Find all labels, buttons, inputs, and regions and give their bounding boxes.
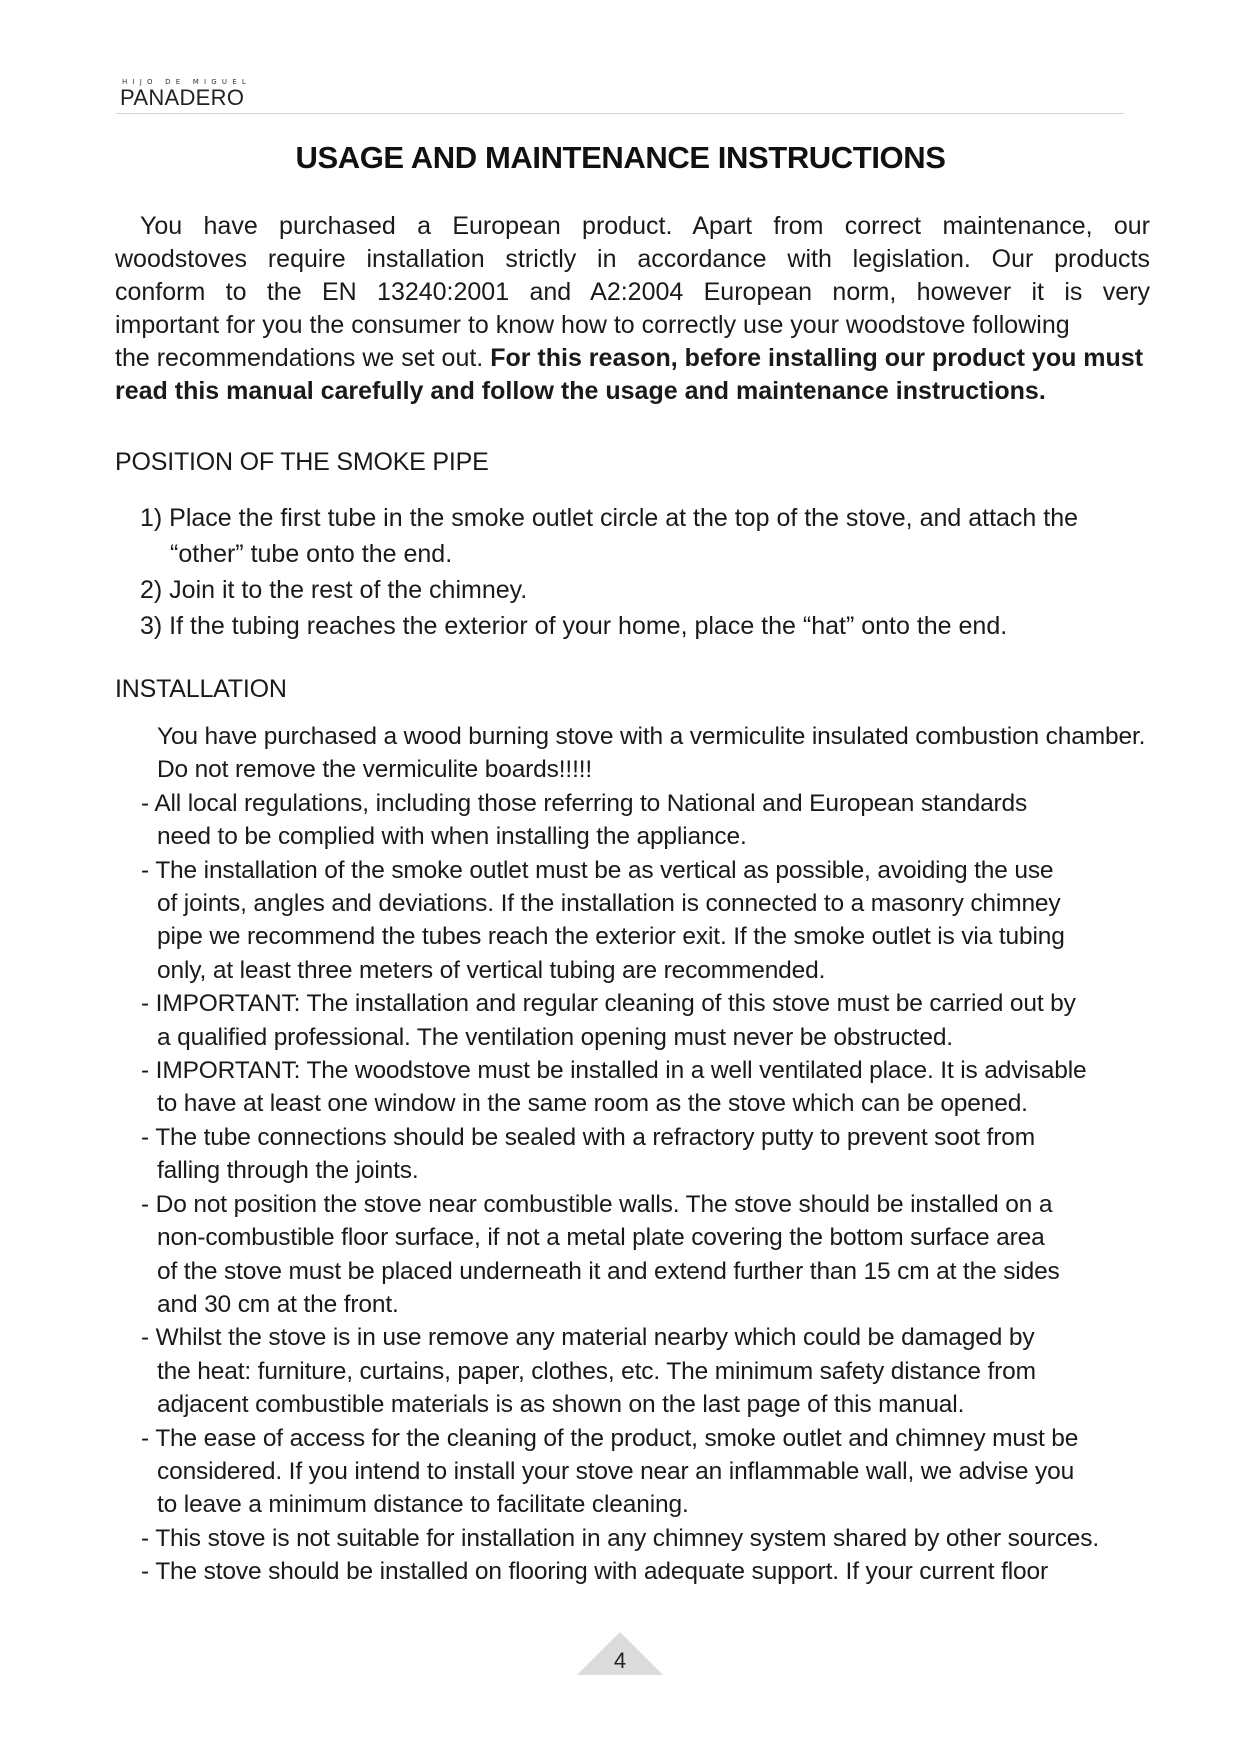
install-line: - IMPORTANT: The woodstove must be installed in a well ventilated place. It is advisable [141,1057,1087,1085]
section-heading-installation: INSTALLATION [115,675,287,703]
install-line: Do not remove the vermiculite boards!!!!! [157,756,593,784]
install-line: falling through the joints. [157,1157,419,1185]
brand-logo [120,78,251,111]
step-line: 1) Place the first tube in the smoke outlet circle at the top of the stove, and attach the [140,504,1079,532]
intro-line: conform to the EN 13240:2001 and A2:2004 European norm, however it is very [115,278,1150,306]
page-title: USAGE AND MAINTENANCE INSTRUCTIONS [295,140,946,175]
intro-bold-text: For this reason, before installing our product you must [490,344,1144,372]
install-line: - The stove should be installed on flooring with adequate support. If your current floor [141,1558,1048,1586]
smoke-pipe-steps [140,500,1078,644]
install-line: need to be complied with when installing the appliance. [157,823,747,851]
install-line: considered. If you intend to install your stove near an inflammable wall, we advise you [157,1457,1075,1485]
intro-plain-text: the recommendations we set out. [115,344,491,372]
intro-bold-line: read this manual carefully and follow the usage and maintenance instructions. [115,377,1046,405]
step-line: “other” tube onto the end. [170,540,453,568]
intro-paragraph [115,210,1150,408]
install-line: - The tube connections should be sealed with a refractory putty to prevent soot from [141,1123,1035,1151]
installation-list [141,720,1145,1589]
install-line: of joints, angles and deviations. If the installation is connected to a masonry chimney [157,890,1061,918]
install-line: You have purchased a wood burning stove with a vermiculite insulated combustion chamber. [157,723,1146,750]
install-line: - IMPORTANT: The installation and regular cleaning of this stove must be carried out by [141,990,1076,1018]
install-line: - This stove is not suitable for installation in any chimney system shared by other sources. [141,1524,1100,1552]
install-line: - All local regulations, including those referring to National and European standards [141,789,1028,817]
install-line: to have at least one window in the same room as the stove which can be opened. [157,1090,1028,1118]
install-line: only, at least three meters of vertical tubing are recommended. [157,956,826,984]
install-line: adjacent combustible materials is as shown on the last page of this manual. [157,1391,965,1419]
header-divider [116,113,1124,114]
logo-tagline: HIJO DE MIGUEL [122,78,251,86]
install-line: to leave a minimum distance to facilitate cleaning. [157,1491,689,1519]
step-line: 2) Join it to the rest of the chimney. [140,576,528,604]
install-line: non-combustible floor surface, if not a metal plate covering the bottom surface area [157,1224,1045,1252]
logo-wordmark: PANADERO [120,85,245,110]
install-line: - The ease of access for the cleaning of the product, smoke outlet and chimney must be [141,1424,1079,1452]
intro-line: important for you the consumer to know how to correctly use your woodstove following [115,311,1070,339]
install-line: a qualified professional. The ventilation opening must never be obstructed. [157,1023,953,1051]
intro-line: woodstoves require installation strictly in accordance with legislation. Our products [115,245,1150,273]
install-line: - Do not position the stove near combustible walls. The stove should be installed on a [141,1190,1053,1218]
page-number: 4 [613,1648,627,1673]
install-line: - Whilst the stove is in use remove any material nearby which could be damaged by [141,1324,1035,1352]
install-line: - The installation of the smoke outlet must be as vertical as possible, avoiding the use [141,856,1054,884]
intro-line: You have purchased a European product. Apart from correct maintenance, our [140,212,1150,240]
install-line: pipe we recommend the tubes reach the exterior exit. If the smoke outlet is via tubing [157,923,1065,951]
step-line: 3) If the tubing reaches the exterior of your home, place the “hat” onto the end. [140,612,1008,640]
intro-line-mixed [115,342,1150,375]
section-heading-smoke-pipe: POSITION OF THE SMOKE PIPE [115,448,489,476]
install-line: of the stove must be placed underneath it and extend further than 15 cm at the sides [157,1257,1060,1285]
install-line: and 30 cm at the front. [157,1290,399,1318]
install-line: the heat: furniture, curtains, paper, clothes, etc. The minimum safety distance from [157,1357,1036,1385]
